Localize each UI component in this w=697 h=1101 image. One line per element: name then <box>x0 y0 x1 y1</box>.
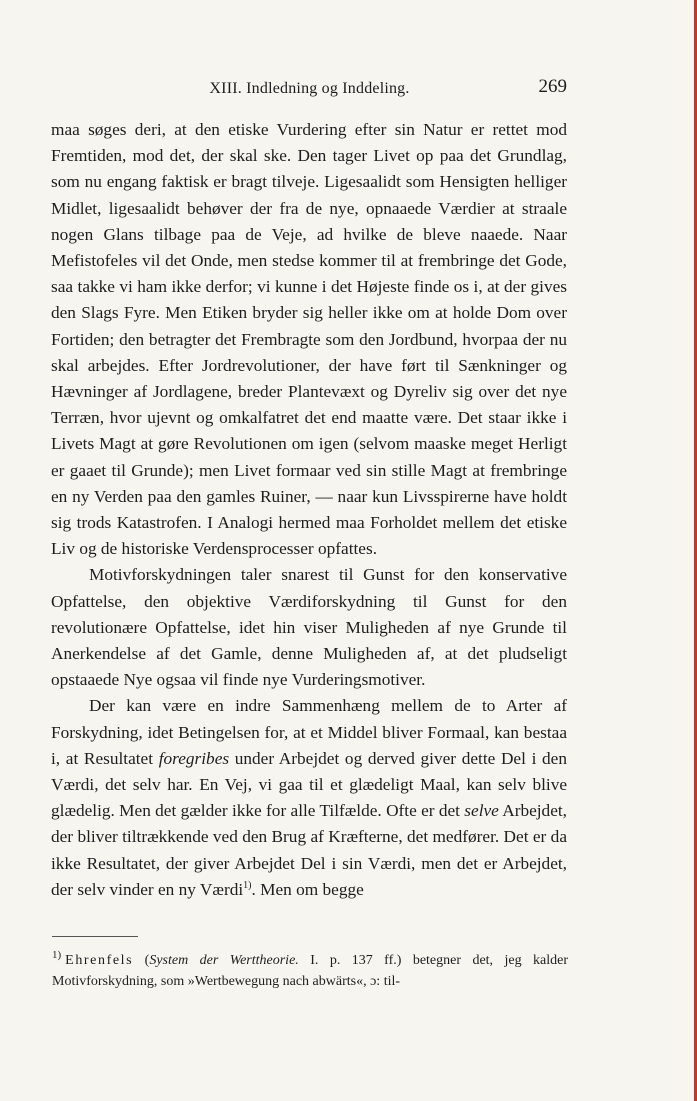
italic-foregribes: foregribes <box>158 748 230 768</box>
footnote-rule <box>52 936 138 937</box>
page-number: 269 <box>538 76 567 97</box>
paragraph-3-part-2: under Arbejdet og derved giver dette Del i den Værdi, det selv har. En Vej, vi gaa til et glædeligt Maal, kan selv blive glædelig. Men det gælder ikke for alle Tilfælde. Ofte er det <box>51 748 567 821</box>
footnote-author: Ehrenfels <box>65 953 134 968</box>
paragraph-3-part-3: Arbejdet, der bliver tiltrækkende ved den Brug af Kræfterne, det medfører. Det er da ikke Resultatet, der giver Arbejdet Del i sin Værdi, men det er Arbejdet, der selv vinder en ny Værdi <box>51 801 567 899</box>
footnote-work-title: System der Werttheorie. <box>149 953 299 968</box>
footnote-reference[interactable]: 1) <box>243 880 252 892</box>
page-header <box>52 76 567 102</box>
footnote <box>52 950 568 992</box>
paragraph-1: maa søges deri, at den etiske Vurdering efter sin Natur er rettet mod Fremtiden, mod det, der skal ske. Den tager Livet op paa det Grundlag, som nu engang faktisk er bragt tilveje. Ligesaalidt som Hensigten helliger Midlet, ligesaalidt behøver der fra de nye, opnaaede Værdier at straale nogen Glans tilbage paa de Veje, ad hvilke de bleve naaede. Naar Mefistofeles vil det Onde, men stedse kommer til at frembringe det Gode, saa takke vi ham ikke derfor; vi kunne i det Højeste finde os i, at der gives den Slags Fyre. Men Etiken bryder sig heller ikke om at holde Dom over Fortiden; den betragter det Frembragte som den Jordbund, hvorpaa der nu skal arbejdes. Efter Jordrevolutioner, der have ført til Sænkninger og Hævninger af Jordlagene, breder Plantevæxt og Dyreliv sig over det nye Terræn, hvor ujevnt og omkalfatret det end maatte være. Det staar ikke i Livets Magt at gøre Revolutionen om igen (selvom maaske meget Herligt er gaaet til Grunde); men Livet formaar ved sin stille Magt at frembringe en ny Verden paa den gamles Ruiner, — naar kun Livsspirerne have holdt sig trods Katastrofen. I Analogi hermed maa Forholdet mellem det etiske Liv og de historiske Verdensprocesser opfattes. <box>51 120 567 559</box>
paragraph-2: Motivforskydningen taler snarest til Gunst for den konservative Opfattelse, den objektive Værdiforskydning til Gunst for den revolutionære Opfattelse, idet hin viser Muligheden af nye Grunde til Anerkendelse af det Gamle, denne Muligheden af, at det pludseligt opstaaede Nye ogsaa vil finde nye Vurderingsmotiver. <box>51 565 567 690</box>
footnote-marker: 1) <box>52 949 62 962</box>
running-head: XIII. Indledning og Inddeling. <box>209 80 410 97</box>
paragraph-3 <box>51 693 567 903</box>
paragraph-3-part-4: . Men om begge <box>251 879 364 899</box>
footnote-details: I. p. 137 ff.) betegner det, jeg kalder Motivforskydning, som »Wertbewegung nach abwärts«, ɔ: til- <box>52 953 568 989</box>
footnote-paren: ( <box>133 953 150 968</box>
italic-selve: selve <box>464 801 499 821</box>
main-text <box>51 117 567 903</box>
paragraph-3-part-1: Der kan være en indre Sammenhæng mellem de to Arter af Forskydning, idet Betingelsen for, at et Middel bliver Formaal, kan bestaa i, at Resultatet <box>51 696 567 768</box>
